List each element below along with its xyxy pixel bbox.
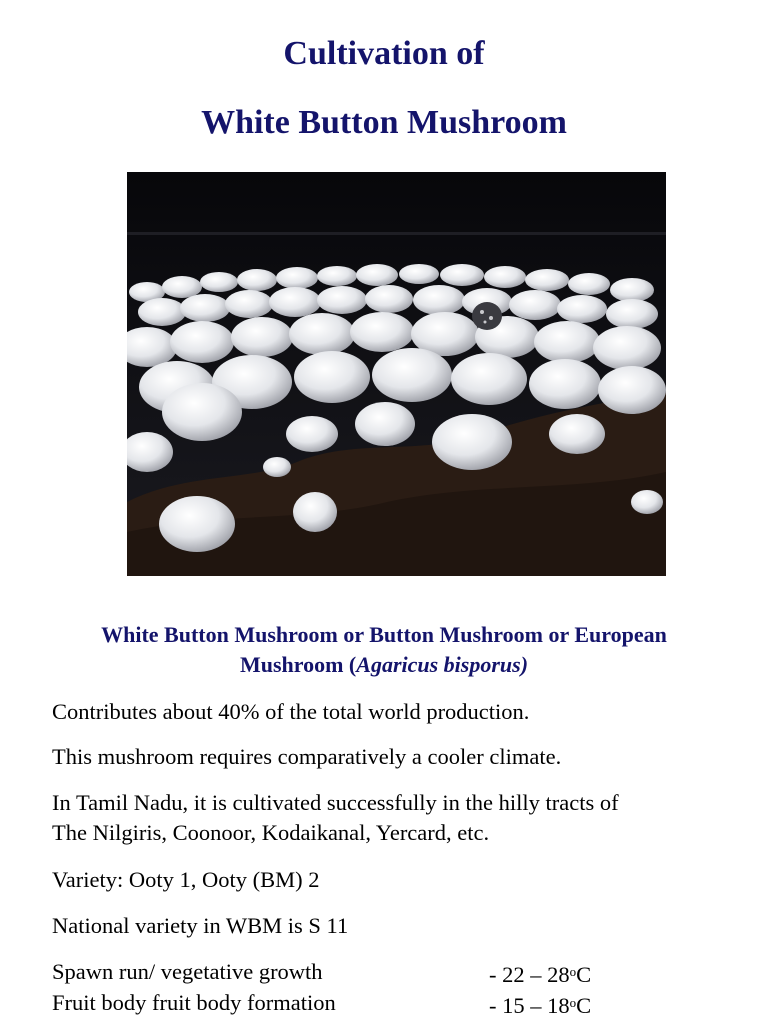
species-name: Agaricus bisporus)	[356, 652, 529, 677]
temperature-label: Spawn run/ vegetative growth	[52, 959, 323, 984]
temperature-row	[52, 988, 752, 1018]
tamil-nadu-text-line2: The Nilgiris, Coonoor, Kodaikanal, Yercard, etc.	[52, 820, 490, 845]
temperature-value: - 22 – 28$^o$C	[489, 962, 592, 987]
contribution-text: Contributes about 40% of the total world production.	[52, 699, 530, 724]
species-subheading	[40, 620, 728, 680]
national-variety-text: National variety in WBM is S 11	[52, 913, 349, 938]
subheading-line2-prefix: Mushroom (	[239, 652, 357, 677]
variety-text: Variety: Ooty 1, Ooty (BM) 2	[52, 867, 320, 892]
temperature-value: - 15 – 18$^o$C	[489, 993, 592, 1018]
climate-text: This mushroom requires comparatively a cooler climate.	[52, 744, 562, 769]
temperature-row	[52, 957, 752, 987]
mushroom-photo	[127, 172, 666, 576]
tamil-nadu-text-line1: In Tamil Nadu, it is cultivated successfully in the hilly tracts of	[52, 790, 619, 815]
temperature-label: Fruit body fruit body formation	[52, 990, 336, 1015]
page-title-line1: Cultivation of	[283, 35, 485, 72]
subheading-line1: White Button Mushroom or Button Mushroom or European	[101, 622, 667, 647]
page-title-line2: White Button Mushroom	[201, 104, 567, 141]
